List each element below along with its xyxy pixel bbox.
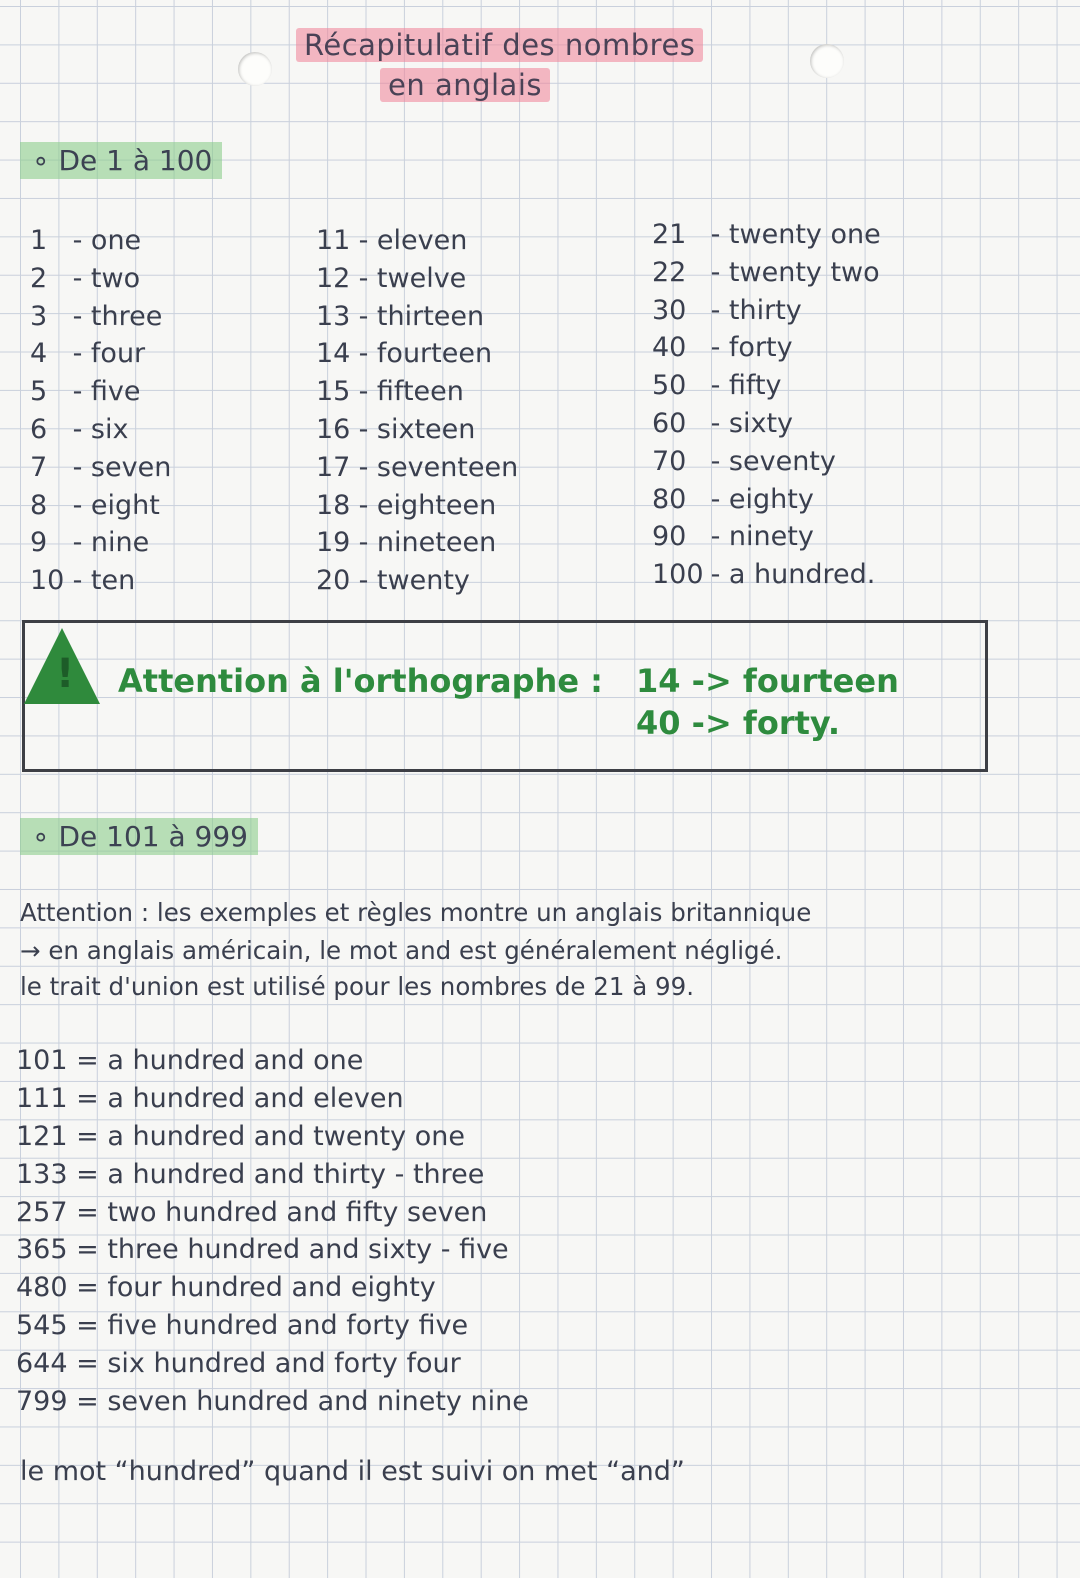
number-entry [652,405,881,443]
separator: - [350,565,377,597]
number-digit: 21 [652,219,687,250]
example-entry [16,1231,529,1269]
number-digit: 6 [30,413,48,445]
warning-example-14: 14 -> fourteen [636,662,899,700]
note-line-2: → en anglais américain, le mot and est généralement négligé. [20,936,783,965]
number-entry [316,562,518,600]
number-entry [30,222,171,260]
binder-hole-right [810,44,844,78]
title-line-1: Récapitulatif des nombres [296,28,703,62]
numbers-column-21-100 [652,216,881,594]
footer-note: le mot “hundred” quand il est suivi on met “and” [20,1456,685,1487]
number-word: twenty [376,565,470,597]
number-digit: 60 [652,407,687,439]
number-entry [316,298,518,336]
number-entry [652,329,881,367]
number-digit: 20 [316,565,351,597]
example-number: 133 [16,1158,68,1190]
number-word: twenty one [728,219,881,250]
equals-sign: = [67,1082,108,1114]
separator: - [702,332,729,364]
number-word: three [90,300,163,332]
example-number: 545 [16,1310,68,1342]
example-number: 121 [16,1120,68,1152]
number-word: sixteen [376,413,476,445]
number-digit: 14 [316,338,351,370]
number-word: fifteen [376,376,464,408]
warning-exclamation: ! [56,651,75,697]
separator: - [702,483,729,515]
number-entry [652,292,881,330]
number-digit: 30 [652,294,687,326]
note-line-1: Attention : les exemples et règles montre un anglais britannique [20,898,812,927]
separator: - [64,565,91,597]
number-digit: 70 [652,445,687,477]
title-line-2: en anglais [380,68,550,102]
equals-sign: = [67,1196,108,1228]
separator: - [702,559,729,591]
section-2-label: De 101 à 999 [58,820,248,853]
number-digit: 3 [30,300,48,332]
number-digit: 12 [316,262,351,294]
number-entry [30,373,171,411]
number-entry [316,260,518,298]
separator: - [350,413,377,445]
number-digit: 2 [30,262,48,294]
separator: - [702,294,729,326]
number-digit: 10 [30,565,65,597]
number-entry [30,449,171,487]
number-entry [316,222,518,260]
separator: - [64,413,91,445]
separator: - [350,376,377,408]
number-entry [30,524,171,562]
number-word: thirteen [376,300,485,332]
number-digit: 13 [316,300,351,332]
number-digit: 80 [652,483,687,515]
example-entry [16,1042,529,1080]
equals-sign: = [67,1158,108,1190]
number-word: fifty [728,370,782,402]
separator: - [350,300,377,332]
separator: - [702,407,729,439]
number-word: fourteen [376,338,493,370]
number-word: eighty [728,483,814,515]
equals-sign: = [67,1310,108,1342]
number-digit: 18 [316,489,351,521]
example-entry [16,1345,529,1383]
number-digit: 4 [30,338,48,370]
separator: - [64,527,91,559]
separator: - [350,527,377,559]
number-word: seventy [728,445,836,477]
binder-hole-left [238,52,272,86]
number-digit: 100 [652,559,704,591]
example-number: 480 [16,1272,68,1304]
number-word: seven [90,451,172,483]
example-number: 111 [16,1082,68,1114]
example-words: a hundred and eleven [107,1082,404,1114]
example-number: 257 [16,1196,68,1228]
number-word: eighteen [376,489,497,521]
number-word: two [90,262,141,294]
separator: - [64,451,91,483]
number-word: seventeen [376,451,519,483]
example-entry [16,1383,529,1421]
number-digit: 8 [30,489,48,521]
separator: - [350,262,377,294]
number-digit: 5 [30,376,48,408]
example-number: 101 [16,1045,68,1076]
example-words: five hundred and forty five [107,1310,469,1342]
example-words: a hundred and twenty one [107,1120,465,1152]
number-word: five [90,376,141,408]
examples-list [16,1042,529,1421]
number-word: eight [90,489,160,521]
equals-sign: = [67,1234,108,1266]
number-word: ten [90,565,136,597]
number-digit: 19 [316,527,351,559]
number-word: sixty [728,407,794,439]
warning-example-40: 40 -> forty. [636,704,840,742]
number-word: forty [728,332,793,364]
number-entry [316,411,518,449]
number-digit: 7 [30,451,48,483]
separator: - [64,376,91,408]
number-word: nine [90,527,150,559]
number-word: a hundred. [728,559,876,591]
numbers-column-11-20 [316,222,518,600]
number-digit: 40 [652,332,687,364]
number-entry [316,449,518,487]
page-title [296,28,703,62]
example-words: two hundred and fifty seven [107,1196,488,1228]
number-digit: 22 [652,256,687,288]
page-subtitle [380,68,550,102]
separator: - [702,256,729,288]
example-entry [16,1194,529,1232]
example-words: six hundred and forty four [107,1348,461,1380]
number-digit: 11 [316,225,351,256]
separator: - [350,225,377,256]
number-digit: 9 [30,527,48,559]
example-words: seven hundred and ninety nine [107,1386,529,1418]
number-digit: 16 [316,413,351,445]
number-digit: 90 [652,521,687,553]
number-entry [316,487,518,525]
example-entry [16,1156,529,1194]
separator: - [64,300,91,332]
number-word: thirty [728,294,802,326]
example-words: a hundred and thirty - three [107,1158,485,1190]
example-words: four hundred and eighty [107,1272,436,1304]
number-entry [316,335,518,373]
equals-sign: = [67,1348,108,1380]
number-word: six [90,413,129,445]
section-1-label: De 1 à 100 [58,144,213,177]
section-heading-101-999: ∘ De 101 à 999 [20,818,258,856]
number-digit: 1 [30,225,48,256]
equals-sign: = [67,1386,108,1418]
separator: - [702,219,729,250]
number-entry [316,524,518,562]
separator: - [64,338,91,370]
example-words: three hundred and sixty - five [107,1234,509,1266]
separator: - [350,451,377,483]
example-number: 799 [16,1386,68,1418]
section-heading-1-100: ∘ De 1 à 100 [20,142,222,180]
number-entry [30,487,171,525]
example-entry [16,1080,529,1118]
separator: - [702,521,729,553]
number-entry [30,298,171,336]
number-entry [652,518,881,556]
separator: - [64,489,91,521]
number-entry [652,216,881,254]
equals-sign: = [67,1120,108,1152]
warning-text: Attention à l'orthographe : [118,662,603,700]
equals-sign: = [67,1272,108,1304]
number-word: nineteen [376,527,497,559]
number-entry [652,254,881,292]
example-number: 365 [16,1234,68,1266]
number-word: ninety [728,521,814,553]
example-entry [16,1307,529,1345]
separator: - [702,370,729,402]
example-entry [16,1269,529,1307]
separator: - [64,262,91,294]
number-entry [30,411,171,449]
number-word: four [90,338,146,370]
number-word: twelve [376,262,467,294]
separator: - [350,338,377,370]
number-digit: 17 [316,451,351,483]
separator: - [64,225,91,256]
number-entry [30,335,171,373]
number-entry [652,556,881,594]
number-entry [316,373,518,411]
equals-sign: = [67,1045,108,1076]
number-entry [30,562,171,600]
number-entry [652,481,881,519]
separator: - [702,445,729,477]
number-entry [30,260,171,298]
number-digit: 15 [316,376,351,408]
number-word: twenty two [728,256,880,288]
note-line-3: le trait d'union est utilisé pour les nombres de 21 à 99. [20,972,695,1001]
number-digit: 50 [652,370,687,402]
number-entry [652,367,881,405]
separator: - [350,489,377,521]
number-word: one [90,225,142,256]
example-words: a hundred and one [107,1045,364,1076]
number-entry [652,443,881,481]
example-number: 644 [16,1348,68,1380]
numbers-column-1-10 [30,222,171,600]
example-entry [16,1118,529,1156]
number-word: eleven [376,225,468,256]
